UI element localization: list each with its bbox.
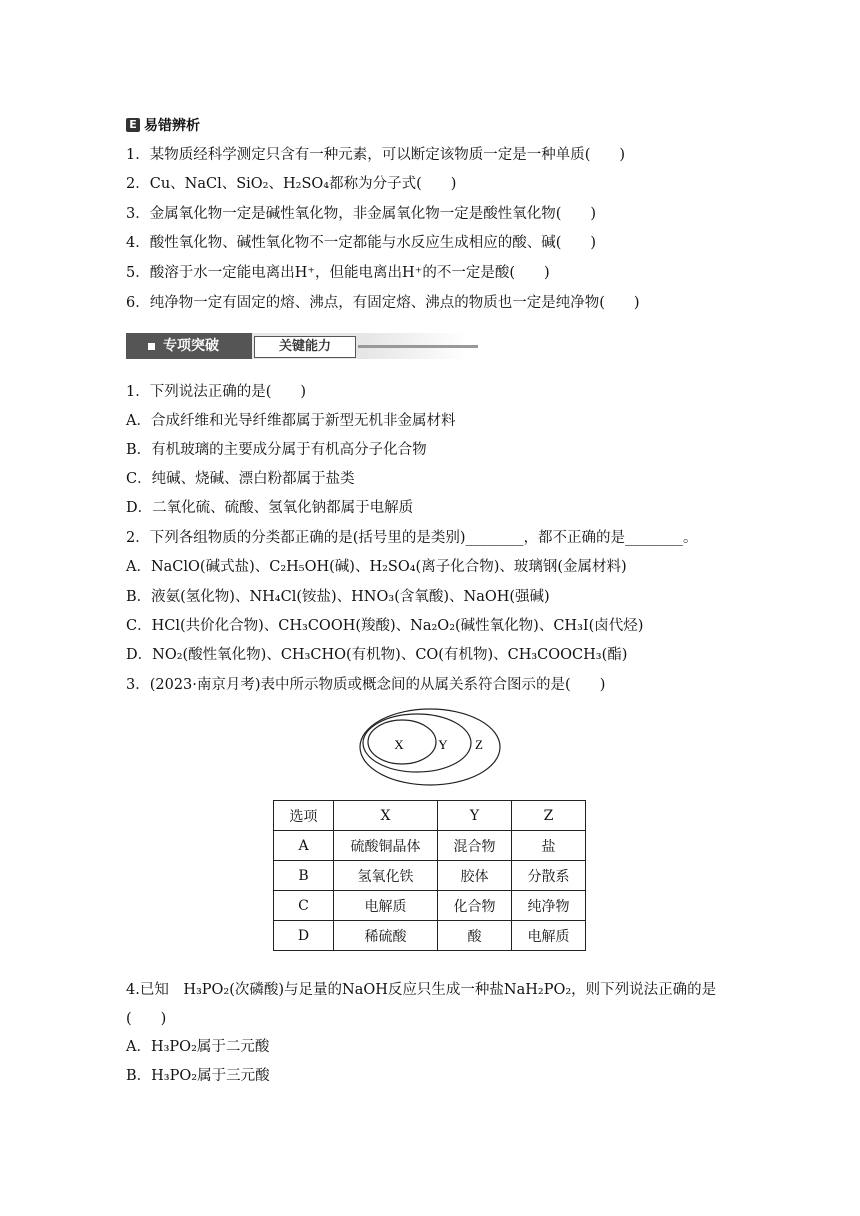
section-banner [126, 333, 468, 359]
q2-option-c: C．HCl(共价化合物)、CH₃COOH(羧酸)、Na₂O₂(碱性氧化物)、CH₃I(卤代烃) [126, 618, 644, 634]
q2-option-d: D．NO₂(酸性氧化物)、CH₃CHO(有机物)、CO(有机物)、CH₃COOCH₃(酯) [126, 647, 628, 663]
section-icon: E [126, 118, 140, 132]
q1-option-c: C．纯碱、烧碱、漂白粉都属于盐类 [126, 471, 355, 487]
statement-1: 1．某物质经科学测定只含有一种元素，可以断定该物质一定是一种单质( ) [126, 147, 626, 163]
q4-option-b: B．H₃PO₂属于三元酸 [126, 1068, 270, 1084]
table-row [274, 831, 586, 861]
q2-option-b: B．液氨(氢化物)、NH₄Cl(铵盐)、HNO₃(含氧酸)、NaOH(强碱) [126, 589, 550, 605]
statement-4: 4．酸性氧化物、碱性氧化物不一定都能与水反应生成相应的酸、碱( ) [126, 235, 597, 251]
table-cell: C [274, 891, 334, 921]
section-header-error-analysis [126, 114, 200, 135]
q2-option-a: A．NaClO(碱式盐)、C₂H₅OH(碱)、H₂SO₄(离子化合物)、玻璃钢(金属材料) [126, 559, 627, 575]
nested-ellipse-diagram [355, 705, 505, 791]
table-cell: A [274, 831, 334, 861]
statement-6: 6．纯净物一定有固定的熔、沸点，有固定熔、沸点的物质也一定是纯净物( ) [126, 295, 640, 311]
q1-option-d: D．二氧化硫、硫酸、氢氧化钠都属于电解质 [126, 500, 414, 516]
table-header-cell: 选项 [274, 801, 334, 831]
label-y: Y [438, 737, 448, 752]
q1-option-b: B．有机玻璃的主要成分属于有机高分子化合物 [126, 442, 427, 458]
table-cell: 纯净物 [512, 891, 586, 921]
q1-stem: 1．下列说法正确的是( ) [126, 384, 307, 400]
table-cell: 电解质 [512, 921, 586, 951]
table-cell: 酸 [438, 921, 512, 951]
table-cell: 分散系 [512, 861, 586, 891]
table-header-cell: Y [438, 801, 512, 831]
table-cell: B [274, 861, 334, 891]
q4-option-a: A．H₃PO₂属于二元酸 [126, 1039, 270, 1055]
section-title: 易错辨析 [144, 117, 200, 134]
table-cell: 硫酸铜晶体 [334, 831, 438, 861]
label-z: Z [475, 737, 483, 752]
q4-bracket: ( ) [126, 1011, 167, 1027]
banner-rule [358, 345, 478, 348]
q2-stem: 2．下列各组物质的分类都正确的是(括号里的是类别)________，都不正确的是________。 [126, 530, 698, 546]
table-row [274, 861, 586, 891]
table-cell: 氢氧化铁 [334, 861, 438, 891]
banner-dark-label: 专项突破 [126, 333, 252, 359]
table-header-cell: Z [512, 801, 586, 831]
table-cell: D [274, 921, 334, 951]
q3-options-table [273, 800, 586, 951]
table-row [274, 891, 586, 921]
table-cell: 盐 [512, 831, 586, 861]
table-cell: 混合物 [438, 831, 512, 861]
table-header-row [274, 801, 586, 831]
table-header-cell: X [334, 801, 438, 831]
table-cell: 化合物 [438, 891, 512, 921]
table-cell: 稀硫酸 [334, 921, 438, 951]
q4-stem: 4.已知 H₃PO₂(次磷酸)与足量的NaOH反应只生成一种盐NaH₂PO₂，则下列说法正确的是 [126, 982, 717, 998]
label-x: X [394, 737, 404, 752]
table-cell: 电解质 [334, 891, 438, 921]
square-icon [148, 343, 155, 350]
banner-light-label: 关键能力 [254, 336, 356, 358]
q1-option-a: A．合成纤维和光导纤维都属于新型无机非金属材料 [126, 413, 456, 429]
table-cell: 胶体 [438, 861, 512, 891]
statement-2: 2．Cu、NaCl、SiO₂、H₂SO₄都称为分子式( ) [126, 176, 457, 192]
table-row [274, 921, 586, 951]
statement-5: 5．酸溶于水一定能电离出H⁺，但能电离出H⁺的不一定是酸( ) [126, 265, 550, 281]
statement-3: 3．金属氧化物一定是碱性氧化物，非金属氧化物一定是酸性氧化物( ) [126, 206, 597, 222]
q3-stem: 3．(2023·南京月考)表中所示物质或概念间的从属关系符合图示的是( ) [126, 677, 606, 693]
